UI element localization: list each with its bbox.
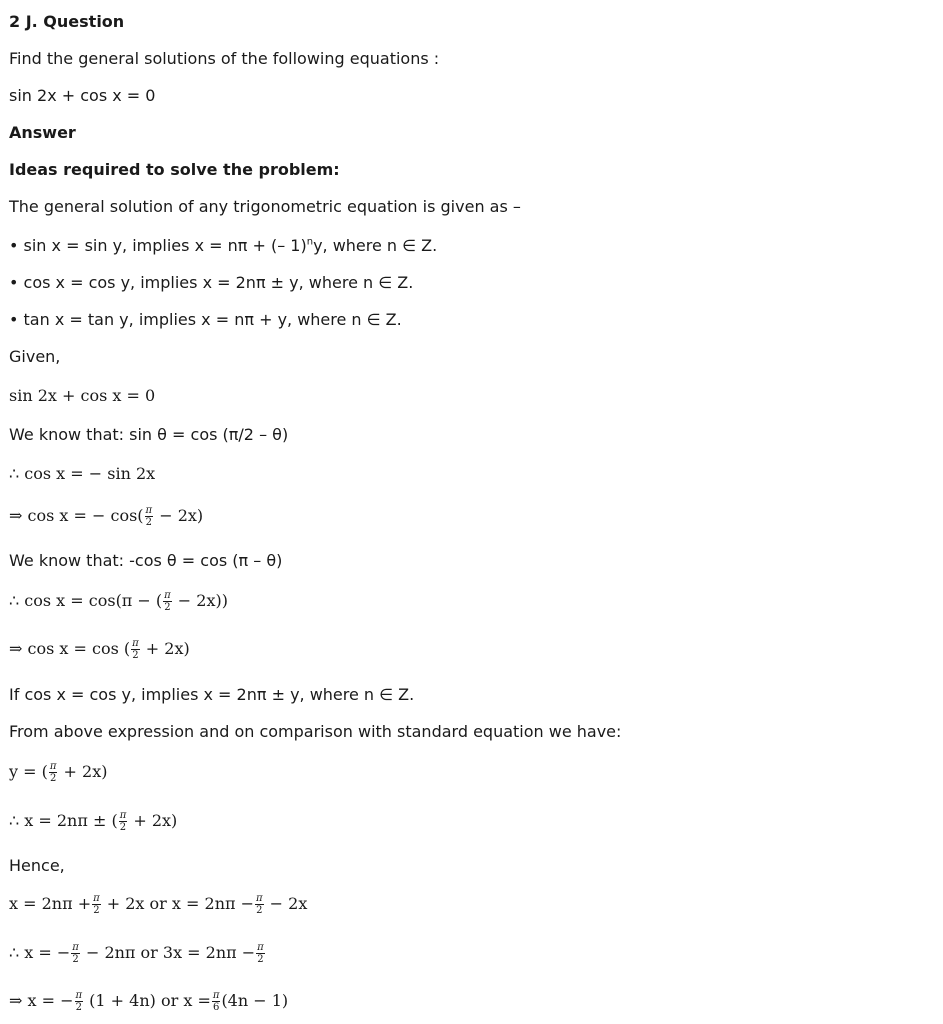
x-equation: ∴ x = 2nπ ± ( $\frac{\pi}{2}$ + 2x) [9,810,178,833]
rule-tan: • tan x = tan y, implies x = nπ + y, where n ∈ Z. [9,310,402,329]
fraction: $\frac{\pi}{2}$ [132,638,139,661]
final-equation: ⇒ x = − $\frac{\pi}{2}$ (1 + 4n) or x = $\frac{\pi}{6}$ (4n − 1) [9,990,289,1013]
therefore-equation: ∴ x = − $\frac{\pi}{2}$ − 2nπ or 3x = 2nπ − $\frac{\pi}{2}$ [9,942,264,965]
fraction: $\frac{\pi}{2}$ [72,942,79,965]
identity-neg-cos: We know that: -cos θ = cos (π – θ) [9,551,283,570]
identity-sin-cos: We know that: sin θ = cos (π/2 – θ) [9,425,289,444]
step-2: ⇒ cos x = − cos( $\frac{\pi}{2}$ − 2x) [9,505,204,528]
fraction: $\frac{\pi}{2}$ [119,810,127,833]
answer-heading: Answer [9,123,76,142]
rule-sin: • sin x = sin y, implies x = nπ + (– 1)$^n$y, where n ∈ Z. [9,236,438,255]
fraction: $\frac{\pi}{2}$ [93,893,100,916]
hence-equation: x = 2nπ + $\frac{\pi}{2}$ + 2x or x = 2nπ − $\frac{\pi}{2}$ − 2x [9,893,308,916]
given-label: Given, [9,347,61,366]
ideas-heading: Ideas required to solve the problem: [9,160,340,179]
question-heading: 2 J. Question [9,12,125,31]
given-equation: sin 2x + cos x = 0 [9,386,156,405]
fraction: $\frac{\pi}{2}$ [257,942,264,965]
step-3: ∴ cos x = cos(π − ( $\frac{\pi}{2}$ − 2x)) [9,590,228,613]
if-line: If cos x = cos y, implies x = 2nπ ± y, where n ∈ Z. [9,685,415,704]
fraction: $\frac{\pi}{2}$ [49,761,57,784]
fraction: $\frac{\pi}{2}$ [75,990,83,1013]
general-intro: The general solution of any trigonometric equation is given as – [9,197,521,216]
step-4: ⇒ cos x = cos ( $\frac{\pi}{2}$ + 2x) [9,638,190,661]
hence-label: Hence, [9,856,65,875]
question-text: Find the general solutions of the following equations : [9,49,440,68]
fraction: $\frac{\pi}{6}$ [212,990,220,1013]
comparison-text: From above expression and on comparison with standard equation we have: [9,722,622,741]
rule-cos: • cos x = cos y, implies x = 2nπ ± y, where n ∈ Z. [9,273,414,292]
fraction: $\frac{\pi}{2}$ [256,893,263,916]
fraction: $\frac{\pi}{2}$ [145,505,153,528]
question-equation: sin 2x + cos x = 0 [9,86,156,105]
y-equation: y = ( $\frac{\pi}{2}$ + 2x) [9,761,108,784]
step-1: ∴ cos x = − sin 2x [9,464,156,483]
fraction: $\frac{\pi}{2}$ [164,590,171,613]
